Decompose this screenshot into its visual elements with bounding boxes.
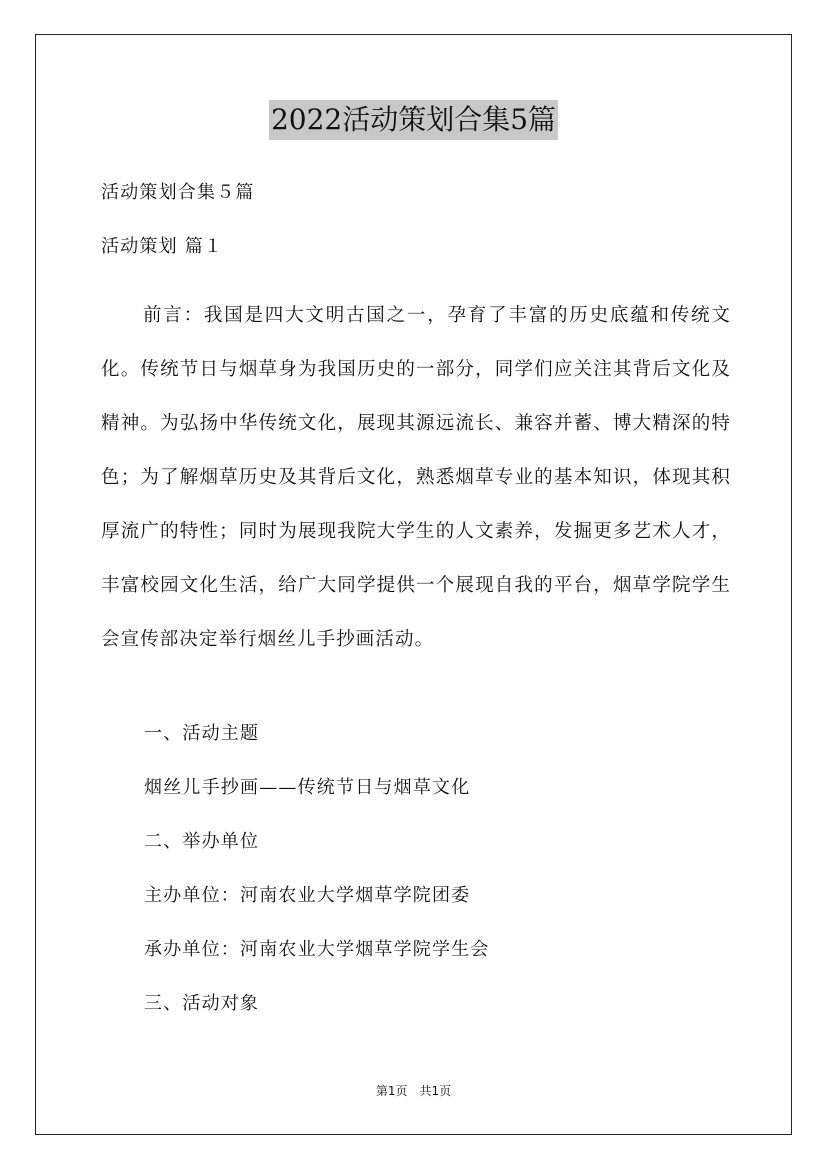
page-footer: 第1页 共1页 bbox=[375, 1084, 452, 1098]
list-item: 承办单位：河南农业大学烟草学院学生会 bbox=[144, 939, 490, 960]
list-item: 一、活动主题 bbox=[144, 723, 260, 744]
list-item: 三、活动对象 bbox=[144, 993, 260, 1014]
list-item: 烟丝儿手抄画——传统节日与烟草文化 bbox=[144, 777, 471, 798]
section-heading: 活动策划 篇１ bbox=[101, 236, 224, 257]
title-container bbox=[0, 100, 827, 140]
intro-paragraph: 前言：我国是四大文明古国之一，孕育了丰富的历史底蕴和传统文化。传统节日与烟草身为我国历史的一部分，同学们应关注其背后文化及精神。为弘扬中华传统文化，展现其源远流长、兼容并蓄、博大精深的特色；为了解烟草历史及其背后文化，熟悉烟草专业的基本知识，体现其积厚流广的特性；同时为展现我院大学生的人文素养，发掘更多艺术人才，丰富校园文化生活，给广大同学提供一个展现自我的平台，烟草学院学生会宣传部决定举行烟丝儿手抄画活动。 bbox=[101, 305, 731, 650]
document-subtitle: 活动策划合集５篇 bbox=[101, 182, 255, 203]
document-title: 2022活动策划合集5篇 bbox=[269, 100, 558, 140]
list-item: 主办单位：河南农业大学烟草学院团委 bbox=[144, 885, 471, 906]
list-item: 二、举办单位 bbox=[144, 831, 260, 852]
